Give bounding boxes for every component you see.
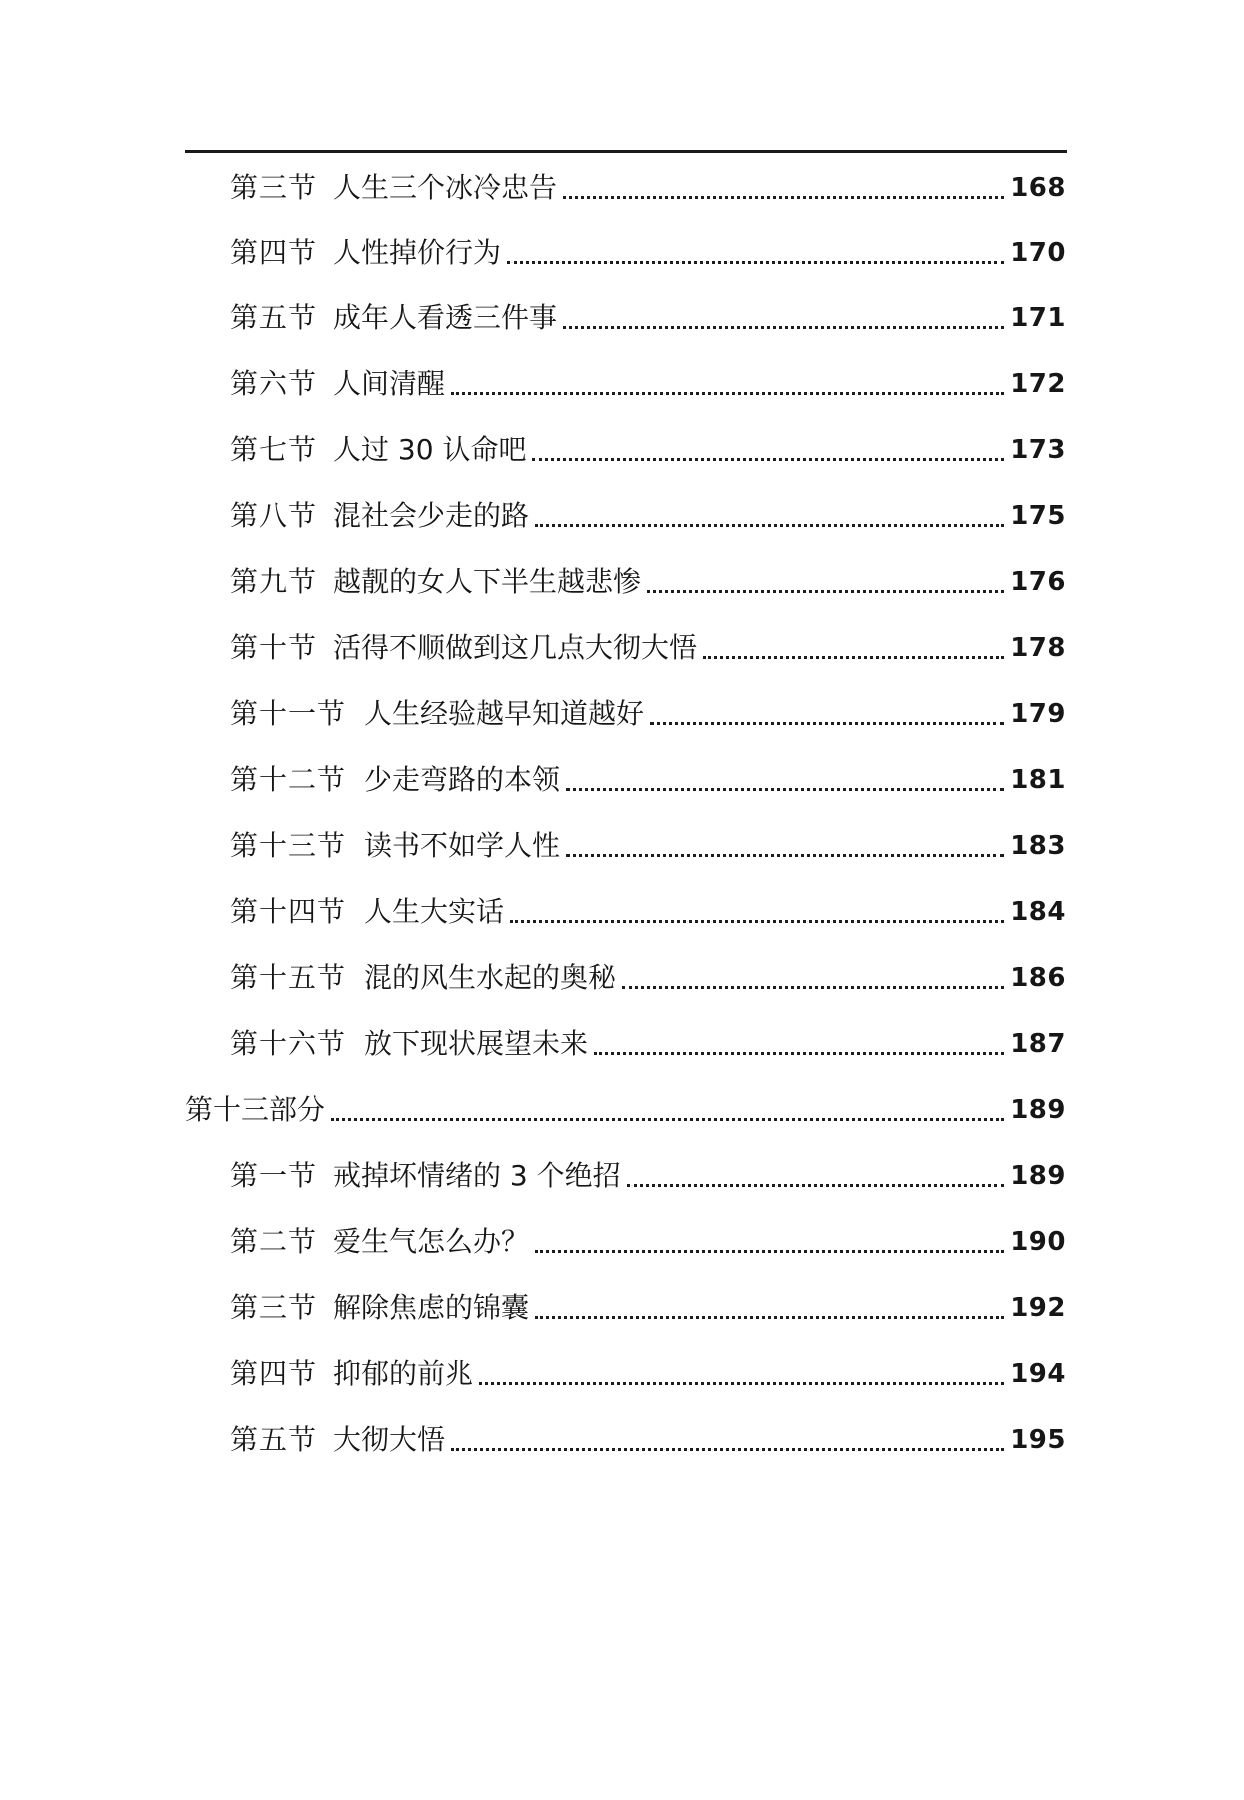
section-title: 混社会少走的路 xyxy=(333,499,530,532)
page-number: 192 xyxy=(1010,1293,1066,1323)
page-number: 194 xyxy=(1010,1359,1066,1389)
section-title: 人性掉价行为 xyxy=(333,236,502,269)
section-number: 第八节 xyxy=(230,499,318,532)
part-title: 第十三部分 xyxy=(185,1093,326,1126)
section-number: 第五节 xyxy=(230,1423,318,1456)
page-number: 179 xyxy=(1010,699,1066,729)
section-title: 抑郁的前兆 xyxy=(333,1357,474,1390)
page-number: 186 xyxy=(1010,963,1066,993)
dot-leader xyxy=(566,854,1004,857)
dot-leader xyxy=(451,392,1004,395)
section-number: 第三节 xyxy=(230,1291,318,1324)
page-number: 184 xyxy=(1010,897,1066,927)
page-number: 181 xyxy=(1010,765,1066,795)
section-number: 第六节 xyxy=(230,367,318,400)
page-number: 189 xyxy=(1010,1095,1066,1125)
section-number: 第五节 xyxy=(230,301,318,334)
page-number: 171 xyxy=(1010,303,1066,333)
toc-entry[interactable] xyxy=(230,694,1066,734)
page-number: 183 xyxy=(1010,831,1066,861)
toc-entry[interactable] xyxy=(230,298,1066,338)
dot-leader xyxy=(627,1184,1005,1187)
section-title: 人间清醒 xyxy=(333,367,446,400)
toc-entry[interactable] xyxy=(230,364,1066,404)
section-number: 第四节 xyxy=(230,236,318,269)
section-number: 第十四节 xyxy=(230,895,347,928)
section-title: 越靓的女人下半生越悲惨 xyxy=(333,565,642,598)
dot-leader xyxy=(535,1250,1004,1253)
section-number: 第十六节 xyxy=(230,1027,347,1060)
page-number: 172 xyxy=(1010,369,1066,399)
section-number: 第二节 xyxy=(230,1225,318,1258)
toc-entry[interactable] xyxy=(230,1288,1066,1328)
toc-entry[interactable] xyxy=(230,496,1066,536)
dot-leader xyxy=(650,722,1004,725)
section-number: 第九节 xyxy=(230,565,318,598)
page-number: 173 xyxy=(1010,435,1066,465)
toc-entry[interactable] xyxy=(230,1222,1066,1262)
dot-leader xyxy=(535,524,1004,527)
toc-part-entry[interactable] xyxy=(185,1090,1066,1130)
section-number: 第十节 xyxy=(230,631,318,664)
toc-entry[interactable] xyxy=(230,1024,1066,1064)
section-number: 第十五节 xyxy=(230,961,347,994)
dot-leader xyxy=(703,656,1004,659)
section-title: 大彻大悟 xyxy=(333,1423,446,1456)
page-number: 170 xyxy=(1010,238,1066,268)
page-number: 195 xyxy=(1010,1425,1066,1455)
section-number: 第四节 xyxy=(230,1357,318,1390)
section-title: 少走弯路的本领 xyxy=(364,763,561,796)
section-title: 放下现状展望未来 xyxy=(364,1027,589,1060)
dot-leader xyxy=(563,326,1004,329)
toc-entry[interactable] xyxy=(230,233,1066,273)
dot-leader xyxy=(563,196,1004,199)
dot-leader xyxy=(622,986,1004,989)
toc-entry[interactable] xyxy=(230,1420,1066,1460)
dot-leader xyxy=(451,1448,1004,1451)
page-number: 187 xyxy=(1010,1029,1066,1059)
page-number: 189 xyxy=(1010,1161,1066,1191)
page-number: 190 xyxy=(1010,1227,1066,1257)
section-title: 混的风生水起的奥秘 xyxy=(364,961,617,994)
toc-entry[interactable] xyxy=(230,958,1066,998)
dot-leader xyxy=(479,1382,1004,1385)
section-number: 第三节 xyxy=(230,171,318,204)
page-number: 175 xyxy=(1010,501,1066,531)
section-number: 第十三节 xyxy=(230,829,347,862)
toc-entry[interactable] xyxy=(230,892,1066,932)
section-number: 第十二节 xyxy=(230,763,347,796)
dot-leader xyxy=(594,1052,1004,1055)
toc-entry[interactable] xyxy=(230,760,1066,800)
section-number: 第一节 xyxy=(230,1159,318,1192)
dot-leader xyxy=(331,1118,1004,1121)
section-title: 成年人看透三件事 xyxy=(333,301,558,334)
dot-leader xyxy=(647,590,1004,593)
toc-entry[interactable] xyxy=(230,1354,1066,1394)
dot-leader xyxy=(510,920,1004,923)
section-title: 爱生气怎么办？ xyxy=(333,1225,530,1258)
page-number: 178 xyxy=(1010,633,1066,663)
dot-leader xyxy=(532,458,1004,461)
section-number: 第十一节 xyxy=(230,697,347,730)
section-title: 解除焦虑的锦囊 xyxy=(333,1291,530,1324)
toc-entry[interactable] xyxy=(230,1156,1066,1196)
section-title: 人过 30 认命吧 xyxy=(333,433,527,466)
section-title: 读书不如学人性 xyxy=(364,829,561,862)
toc-entry[interactable] xyxy=(230,168,1066,208)
section-title: 戒掉坏情绪的 3 个绝招 xyxy=(333,1159,621,1192)
section-title: 人生经验越早知道越好 xyxy=(364,697,645,730)
section-title: 活得不顺做到这几点大彻大悟 xyxy=(333,631,698,664)
dot-leader xyxy=(566,788,1004,791)
section-number: 第七节 xyxy=(230,433,318,466)
dot-leader xyxy=(535,1316,1004,1319)
toc-entry[interactable] xyxy=(230,826,1066,866)
toc-entry[interactable] xyxy=(230,430,1066,470)
dot-leader xyxy=(507,261,1004,264)
toc-entry[interactable] xyxy=(230,562,1066,602)
page-number: 168 xyxy=(1010,173,1066,203)
section-title: 人生大实话 xyxy=(364,895,505,928)
page-number: 176 xyxy=(1010,567,1066,597)
section-title: 人生三个冰冷忠告 xyxy=(333,171,558,204)
toc-entry[interactable] xyxy=(230,628,1066,668)
